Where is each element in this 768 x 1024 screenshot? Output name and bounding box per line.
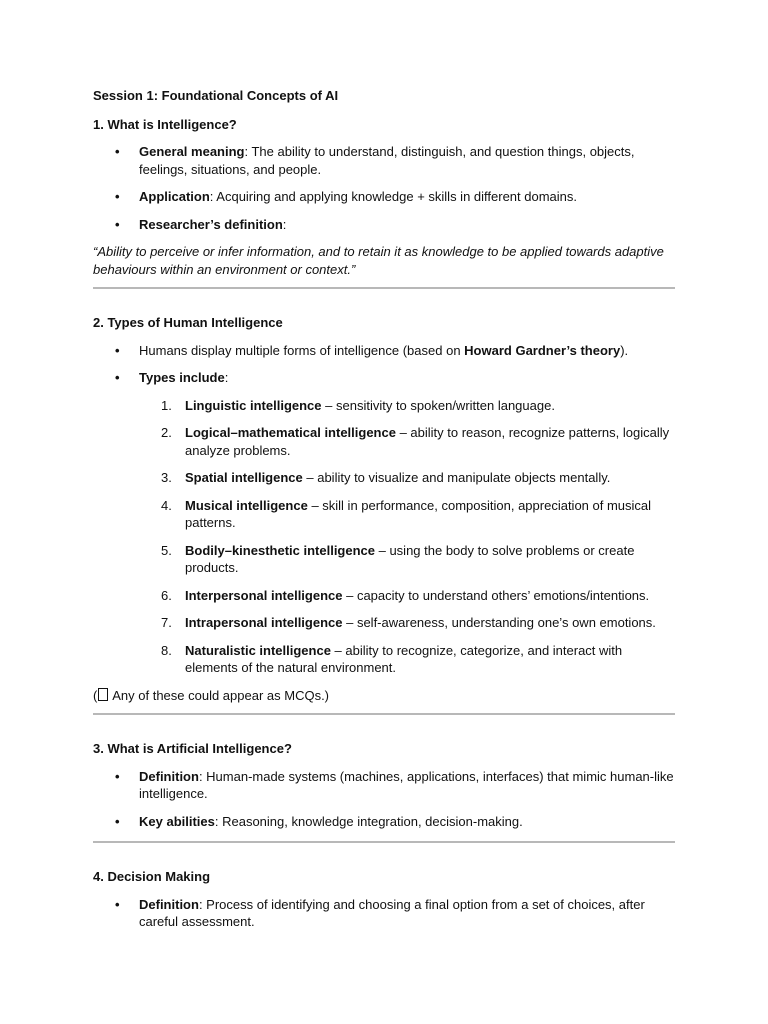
missing-glyph-icon <box>98 688 108 701</box>
list-item <box>93 342 675 360</box>
section-1-list <box>93 143 675 233</box>
term: Key abilities <box>139 813 215 829</box>
item-text: ). <box>620 342 629 358</box>
item-number: 5. <box>161 542 172 558</box>
item-number: 3. <box>161 470 172 485</box>
section-2-list <box>93 342 675 677</box>
term: Intrapersonal intelligence <box>185 615 343 630</box>
section-4-list <box>93 896 675 931</box>
list-item <box>139 397 675 415</box>
document-title: Session 1: Foundational Concepts of AI <box>93 88 339 103</box>
term: Musical intelligence <box>185 497 308 513</box>
section-2-heading: 2. Types of Human Intelligence <box>93 315 283 330</box>
section-divider <box>93 841 675 843</box>
section-3-heading: 3. What is Artificial Intelligence? <box>93 741 292 756</box>
item-number: 1. <box>161 397 172 413</box>
definition-quote: “Ability to perceive or infer information, and to retain it as knowledge to be applied towards adaptive behaviours within an environment or context.” <box>93 244 664 277</box>
term: Interpersonal intelligence <box>185 587 343 603</box>
item-number: 6. <box>161 587 172 603</box>
list-item <box>139 642 675 677</box>
list-item <box>93 896 675 931</box>
list-item <box>139 587 675 605</box>
list-item <box>93 143 675 178</box>
term: Definition <box>139 896 199 912</box>
item-number: 7. <box>161 615 172 630</box>
item-text: : <box>224 370 229 385</box>
term: Application <box>139 189 210 204</box>
list-item <box>139 424 675 459</box>
item-text: : The ability to understand, distinguish, and question things, objects, feelings, situations, and people. <box>139 144 635 177</box>
item-text: – self-awareness, understanding one’s own emotions. <box>342 615 656 630</box>
section-1-heading: 1. What is Intelligence? <box>93 116 237 132</box>
item-text: : Reasoning, knowledge integration, decision-making. <box>214 813 523 829</box>
intelligence-types-list <box>139 397 675 677</box>
note-text: Any of these could appear as MCQs.) <box>109 687 330 703</box>
list-item <box>93 216 675 234</box>
item-text: : <box>282 216 287 232</box>
list-item <box>93 188 675 206</box>
item-text: – ability to recognize, categorize, and interact with elements of the natural environment. <box>185 642 623 675</box>
term: Howard Gardner’s theory <box>464 342 621 358</box>
term: Definition <box>139 768 199 784</box>
item-text: : Process of identifying and choosing a final option from a set of choices, after careful assessment. <box>139 896 645 929</box>
section-3-list <box>93 768 675 831</box>
item-text: – sensitivity to spoken/written language. <box>321 397 555 413</box>
list-item <box>93 813 675 831</box>
list-item <box>139 542 675 577</box>
item-text: : Human-made systems (machines, applications, interfaces) that mimic human-like intelligence. <box>139 768 674 801</box>
term: Bodily–kinesthetic intelligence <box>185 542 375 558</box>
mcq-note <box>93 687 675 705</box>
item-text: Humans display multiple forms of intelligence (based on <box>139 342 465 358</box>
item-text: – using the body to solve problems or create products. <box>185 542 635 575</box>
section-divider <box>93 713 675 715</box>
term: Naturalistic intelligence <box>185 642 331 658</box>
term: Linguistic intelligence <box>185 397 322 413</box>
list-item <box>139 614 675 632</box>
list-item <box>139 497 675 532</box>
item-text: – capacity to understand others’ emotions/intentions. <box>342 587 650 603</box>
term: Researcher’s definition <box>139 216 283 232</box>
term: General meaning <box>139 144 245 159</box>
item-text: – ability to visualize and manipulate objects mentally. <box>302 470 611 485</box>
item-number: 4. <box>161 497 172 513</box>
section-4-heading: 4. Decision Making <box>93 869 211 884</box>
term: Types include <box>139 370 225 385</box>
list-item <box>139 469 675 487</box>
term: Logical–mathematical intelligence <box>185 425 396 440</box>
document-page <box>93 87 675 941</box>
note-paren: ( <box>93 687 98 703</box>
section-divider <box>93 287 675 289</box>
item-text: – ability to reason, recognize patterns, logically analyze problems. <box>185 425 670 458</box>
term: Spatial intelligence <box>185 470 303 485</box>
item-text: – skill in performance, composition, appreciation of musical patterns. <box>185 497 652 530</box>
item-text: : Acquiring and applying knowledge + skills in different domains. <box>209 189 578 204</box>
list-item <box>93 369 675 677</box>
item-number: 8. <box>161 642 172 658</box>
list-item <box>93 768 675 803</box>
item-number: 2. <box>161 425 172 440</box>
